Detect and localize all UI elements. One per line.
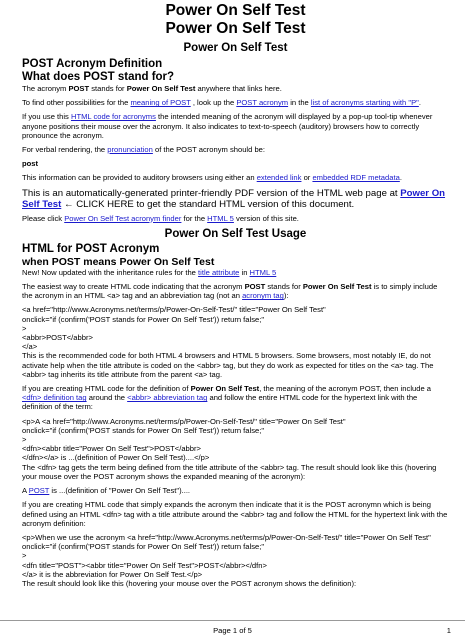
html5-update-link[interactable]: HTML 5: [249, 267, 277, 277]
acronym-finder-paragraph: Please click Power On Self Test acronym finder for the HTML 5 version of this site.: [22, 213, 299, 223]
meaning-of-post-link[interactable]: meaning of POST: [130, 98, 191, 108]
code-sample-1: <a href="http://www.Acronyms.net/terms/p/Power-On-Self-Test/" title="Power On Self Test" onclick="if (confirm('POST stands for Power On Self Test')) return false;" > <abbr>POST</abbr> </a>: [22, 305, 326, 352]
html-for-post-heading: HTML for POST Acronym: [22, 242, 160, 255]
document-body: [22, 0, 449, 593]
auditory-paragraph: This information can be provided to auditory browsers using either an extended link or embedded RDF metadata.: [22, 173, 402, 183]
html-code-for-acronyms-link[interactable]: HTML code for acronyms: [70, 112, 156, 122]
easiest-way-paragraph: The easiest way to create HTML code indicating that the acronym POST stands for Power On Self Test is to simply include the acronym in an HTML <a> tag and an abbreviation tag (not an acronym tag):: [22, 282, 438, 301]
when-post-means-heading: when POST means Power On Self Test: [22, 255, 215, 268]
extended-link-link[interactable]: extended link: [256, 173, 302, 183]
expand-acronym-paragraph: If you are creating HTML code that simply expands the acronym then indicate that it is the POST acronymn which is being defined using an HTML <dfn> tag with a title attribute around the <abbr> tag and follow the HTML for the hypertext link with the acronym definition:: [22, 500, 448, 528]
dfn-explanation-paragraph: The <dfn> tag gets the term being defined from the title attribute of the <abbr> tag. The result should look like this (hovering your mouse over the POST acronym shows the expanded meaning of the acronym):: [22, 462, 437, 481]
page-indicator: Page 1 of 5: [213, 626, 252, 635]
document-title-repeat: Power On Self Test: [165, 20, 306, 37]
acronym-finder-link[interactable]: Power On Self Test acronym finder: [64, 213, 182, 223]
result-note-paragraph: The result should look like this (hovering your mouse over the POST acronym shows the definition):: [22, 578, 357, 588]
pdf-notice-paragraph: This is an automatically-generated printer-friendly PDF version of the HTML web page at Power On Self Test ← CLICK HERE to get the standard HTML version of this document.: [22, 187, 446, 210]
pronunciation-value: post: [22, 159, 39, 169]
acronym-tag-link[interactable]: acronym tag: [242, 291, 284, 301]
html-code-paragraph: If you use this HTML code for acronyms the intended meaning of the acronym will displayed by a pop-up tool-tip whenever anyone positions their mouse over the acronym. It also indicates to text-to-speech (auditory) browsers how to correctly pronounce the acronym.: [22, 112, 433, 140]
usage-heading: Power On Self Test Usage: [164, 227, 307, 240]
intro-paragraph: The acronym POST stands for Power On Self Test anywhere that links here.: [22, 84, 282, 93]
section-title: Power On Self Test: [183, 42, 288, 54]
acronym-definition-heading: POST Acronym Definition: [22, 58, 163, 70]
recommended-code-paragraph: This is the recommended code for both HTML 4 browsers and HTML 5 browsers. Some browsers, most notably IE, do not activate help when the title attribute is coded on the <abbr> tag, but they do work as expected for titles on the <a> tag. The <abbr> tag inherits its title attribute from the parent <a> tag.: [22, 351, 434, 379]
question-heading: What does POST stand for?: [22, 71, 175, 83]
post-example-link[interactable]: POST: [28, 486, 50, 496]
html5-link[interactable]: HTML 5: [207, 213, 234, 223]
post-acronym-link[interactable]: POST acronym: [236, 98, 289, 108]
rdf-metadata-link[interactable]: embedded RDF metadata: [312, 173, 400, 183]
definition-paragraph: If you are creating HTML code for the definition of Power On Self Test, the meaning of the acronym POST, then include a <dfn> definition tag around the <abbr> abbreviation tag and follow the entire HTML code for the hypertext link with the definition of the term:: [22, 384, 432, 412]
page-footer: [0, 620, 465, 635]
other-meanings-paragraph: To find other possibilities for the meaning of POST , look up the POST acronym in the list of acronyms starting with "P".: [22, 98, 421, 108]
dfn-tag-link[interactable]: <dfn> definition tag: [22, 393, 87, 403]
pronunciation-link[interactable]: pronunciation: [107, 145, 153, 155]
abbr-tag-link[interactable]: <abbr> abbreviation tag: [127, 393, 208, 403]
update-paragraph: New! Now updated with the inheritance rules for the title attribute in HTML 5: [22, 267, 277, 277]
html-version-link[interactable]: Power On Self Test: [22, 187, 446, 210]
example-result-1: A POST is ...(definition of "Power On Self Test")....: [22, 486, 191, 496]
pronunciation-paragraph: For verbal rendering, the pronunciation of the POST acronym should be:: [22, 145, 266, 155]
title-attribute-link[interactable]: title attribute: [198, 267, 240, 277]
acronym-list-link[interactable]: list of acronyms starting with "P": [310, 98, 419, 108]
code-sample-2: <p>A <a href="http://www.Acronyms.net/terms/p/Power-On-Self-Test/" title="Power On Self Test" onclick="if (confirm('POST stands for Power On Self Test')) return false;" > <dfn><abbr title="Power On Self Test">POST</abbr> </dfn></a> is ...(definition of Power On Self Test)....</p>: [22, 416, 346, 463]
code-sample-3: <p>When we use the acronym <a href="http://www.Acronyms.net/terms/p/Power-On-Self-Test/" title="Power On Self Test" onclick="if (confirm('POST stands for Power On Self Test')) return false;" > <dfn title="POST"><abbr title="Power On Self Test">POST</abbr></dfn> </a> it is the abbreviation for Power On Self Test.</p>: [22, 532, 431, 579]
document-title: Power On Self Test: [165, 2, 306, 19]
page-number: 1: [446, 626, 451, 635]
